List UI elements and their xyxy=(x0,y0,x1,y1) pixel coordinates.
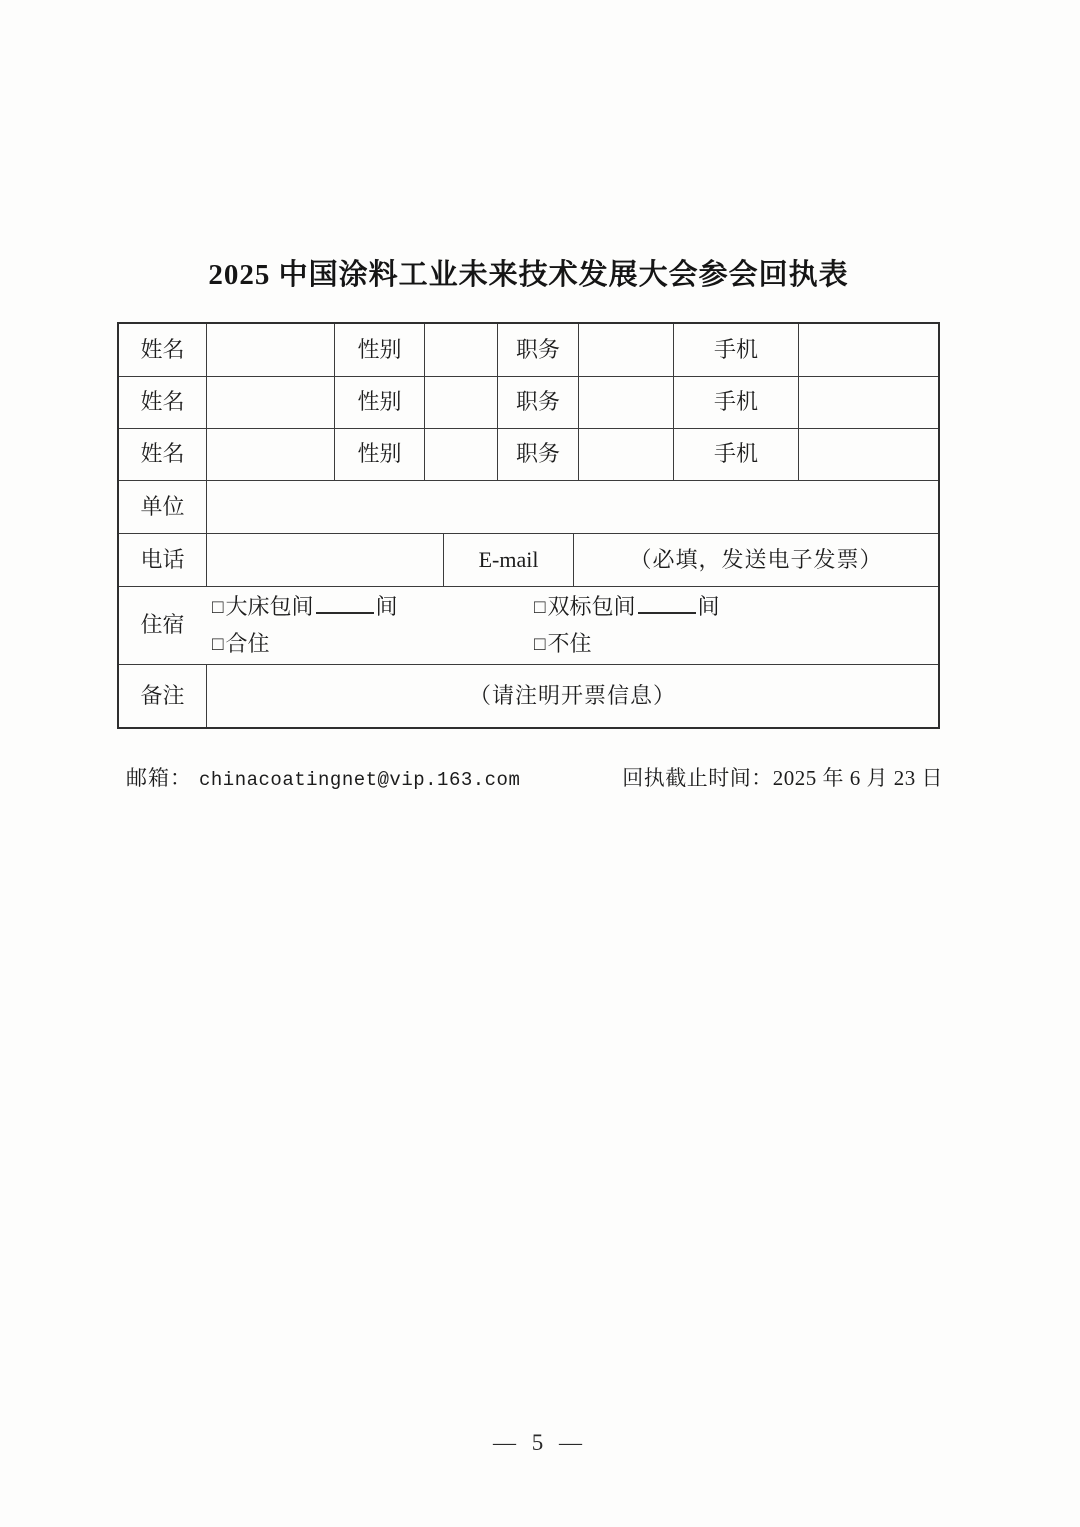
remark-invoice-note: （请注明开票信息） xyxy=(468,682,676,708)
email-input-cell[interactable] xyxy=(573,534,938,586)
gender-label: 性别 xyxy=(334,429,424,480)
lodging-option-king-room[interactable] xyxy=(212,590,534,625)
name-label: 姓名 xyxy=(140,336,185,362)
reply-deadline: 回执截止时间：2025 年 6 月 23 日 xyxy=(622,766,943,790)
lodging-option-suffix: 间 xyxy=(697,593,720,619)
name-label: 姓名 xyxy=(140,389,185,415)
position-label: 职务 xyxy=(497,377,578,428)
unit-input-cell[interactable] xyxy=(206,481,938,533)
table-row-remark xyxy=(119,664,938,727)
email-required-note: （必填，发送电子发票） xyxy=(629,546,883,572)
email-line-label: 邮箱： xyxy=(126,766,192,790)
table-row-attendee-1 xyxy=(119,324,938,376)
checkbox-icon[interactable]: □ xyxy=(534,596,546,618)
page-number: — 5 — xyxy=(493,1430,587,1455)
gender-input-cell[interactable] xyxy=(424,324,497,376)
position-label: 职务 xyxy=(497,429,578,480)
mobile-input-cell[interactable] xyxy=(798,429,938,480)
lodging-option-label: 合住 xyxy=(225,630,270,656)
lodging-label: 住宿 xyxy=(140,612,185,638)
unit-label: 单位 xyxy=(140,493,185,519)
lodging-option-label: 不住 xyxy=(547,630,592,656)
checkbox-icon[interactable]: □ xyxy=(212,633,224,655)
mobile-label: 手机 xyxy=(673,324,798,376)
checkbox-icon[interactable]: □ xyxy=(212,596,224,618)
room-count-blank[interactable] xyxy=(316,594,374,614)
room-count-blank[interactable] xyxy=(638,594,696,614)
mobile-input-cell[interactable] xyxy=(798,377,938,428)
lodging-option-suffix: 间 xyxy=(375,593,398,619)
table-row-attendee-3 xyxy=(119,428,938,480)
gender-label: 性别 xyxy=(334,324,424,376)
phone-label: 电话 xyxy=(140,546,185,572)
footer-line xyxy=(117,762,943,792)
position-input-cell[interactable] xyxy=(578,324,673,376)
lodging-option-share-room[interactable] xyxy=(212,627,534,662)
remark-label: 备注 xyxy=(140,682,185,708)
mobile-input-cell[interactable] xyxy=(798,324,938,376)
mobile-label: 手机 xyxy=(673,377,798,428)
lodging-option-label: 大床包间 xyxy=(225,593,314,619)
remark-input-cell[interactable] xyxy=(206,665,938,727)
mobile-label: 手机 xyxy=(673,429,798,480)
table-row-lodging xyxy=(119,586,938,664)
gender-input-cell[interactable] xyxy=(424,377,497,428)
lodging-option-twin-room[interactable] xyxy=(534,590,938,625)
name-input-cell[interactable] xyxy=(206,429,334,480)
name-label: 姓名 xyxy=(140,441,185,467)
page-title: 2025 中国涂料工业未来技术发展大会参会回执表 xyxy=(208,259,849,291)
table-row-unit xyxy=(119,480,938,533)
position-label: 职务 xyxy=(497,324,578,376)
position-input-cell[interactable] xyxy=(578,377,673,428)
registration-table xyxy=(117,322,940,729)
contact-email-line xyxy=(126,762,520,792)
table-row-contact xyxy=(119,533,938,586)
name-input-cell[interactable] xyxy=(206,377,334,428)
name-input-cell[interactable] xyxy=(206,324,334,376)
lodging-option-no-stay[interactable] xyxy=(534,627,938,662)
phone-input-cell[interactable] xyxy=(206,534,443,586)
gender-label: 性别 xyxy=(334,377,424,428)
checkbox-icon[interactable]: □ xyxy=(534,633,546,655)
email-label: E-mail xyxy=(443,534,573,586)
gender-input-cell[interactable] xyxy=(424,429,497,480)
lodging-options-cell xyxy=(206,587,938,664)
table-row-attendee-2 xyxy=(119,376,938,428)
position-input-cell[interactable] xyxy=(578,429,673,480)
contact-email-address: chinacoatingnet@vip.163.com xyxy=(199,769,521,791)
lodging-option-label: 双标包间 xyxy=(547,593,636,619)
